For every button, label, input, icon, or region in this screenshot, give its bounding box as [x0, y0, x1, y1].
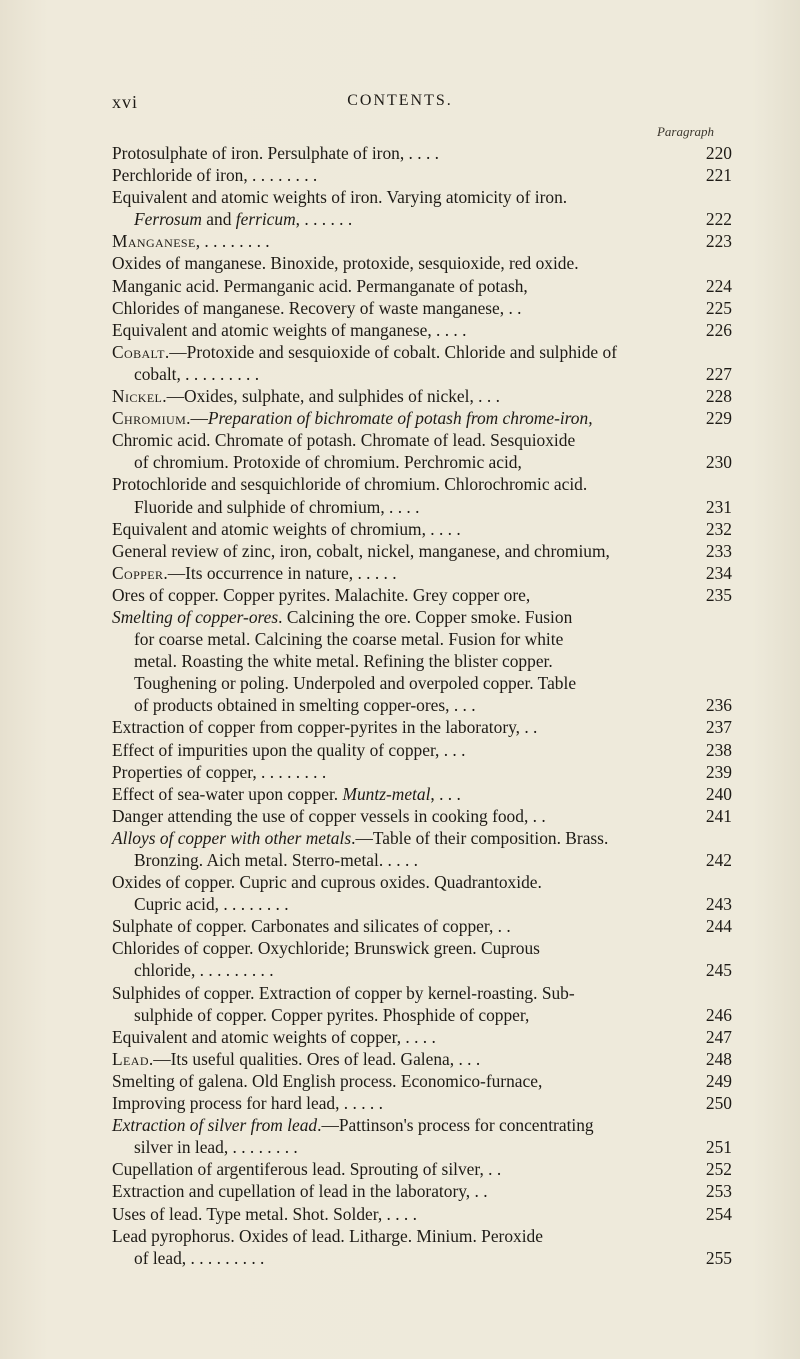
contents-entry	[112, 849, 732, 871]
entry-text	[134, 959, 274, 981]
contents-entry	[112, 1158, 732, 1180]
entry-text-part: , . . .	[430, 783, 461, 804]
entry-text	[112, 1048, 480, 1070]
entry-text-part: Chlorides of manganese. Recovery of waste manganese, . .	[112, 297, 522, 318]
entry-text	[112, 1203, 417, 1225]
contents-entry	[112, 650, 732, 672]
paragraph-number: 223	[705, 231, 732, 252]
entry-text	[134, 1004, 529, 1026]
entry-text-part: Ores of copper. Copper pyrites. Malachite. Grey copper ore,	[112, 584, 531, 605]
entry-text-part: Extraction and cupellation of lead in the laboratory, . .	[112, 1181, 488, 1202]
running-header	[0, 92, 800, 116]
entry-text	[134, 849, 418, 871]
contents-list	[112, 142, 732, 1269]
entry-text-part: Ferrosum	[134, 209, 202, 230]
entry-text	[112, 937, 540, 959]
entry-text	[112, 1092, 383, 1114]
entry-text-part: General review of zinc, iron, cobalt, nickel, manganese, and chromium,	[112, 540, 610, 561]
entry-text	[112, 584, 530, 606]
paragraph-number: 226	[705, 319, 732, 340]
entry-text-part: Nickel	[112, 386, 163, 407]
entry-text-part: Chlorides of copper. Oxychloride; Brunswick green. Cuprous	[112, 938, 540, 959]
contents-entry	[112, 982, 732, 1004]
entry-text	[134, 208, 352, 230]
entry-text	[134, 893, 289, 915]
contents-entry	[112, 1180, 732, 1202]
contents-entry	[112, 628, 732, 650]
entry-text-part: Cobalt	[112, 341, 165, 362]
paragraph-number: 245	[705, 960, 732, 981]
entry-text	[134, 672, 576, 694]
contents-entry	[112, 606, 732, 628]
contents-entry	[112, 208, 732, 230]
paragraph-number: 238	[705, 739, 732, 760]
entry-text	[112, 982, 575, 1004]
entry-text-part: Muntz-metal	[342, 783, 431, 804]
contents-entry	[112, 252, 732, 274]
entry-text	[112, 540, 610, 562]
contents-entry	[112, 1247, 732, 1269]
entry-text	[112, 252, 579, 274]
entry-text-part: .—Oxides, sulphate, and sulphides of nickel, . . .	[162, 386, 500, 407]
contents-entry	[112, 297, 732, 319]
paragraph-number: 252	[705, 1159, 732, 1180]
paragraph-number: 232	[705, 518, 732, 539]
contents-entry	[112, 451, 732, 473]
entry-text-part: Properties of copper, . . . . . . . .	[112, 761, 327, 782]
contents-entry	[112, 230, 732, 252]
paragraph-number: 222	[705, 209, 732, 230]
contents-entry	[112, 1092, 732, 1114]
contents-entry	[112, 275, 732, 297]
entry-text-part: Copper	[112, 562, 164, 583]
entry-text	[112, 297, 522, 319]
paragraph-number: 244	[705, 916, 732, 937]
entry-text	[112, 805, 546, 827]
contents-entry	[112, 1136, 732, 1158]
entry-text-part: Lead	[112, 1048, 149, 1069]
entry-text-part: and	[201, 209, 236, 230]
contents-entry	[112, 496, 732, 518]
paragraph-number: 247	[705, 1026, 732, 1047]
entry-text-part: Uses of lead. Type metal. Shot. Solder, . . . .	[112, 1203, 417, 1224]
entry-text-part: metal. Roasting the white metal. Refining the blister copper.	[134, 651, 553, 672]
entry-text-part: Protochloride and sesquichloride of chromium. Chlorochromic acid.	[112, 474, 588, 495]
contents-entry	[112, 716, 732, 738]
entry-text	[112, 783, 461, 805]
entry-text	[112, 319, 466, 341]
entry-text-part: Toughening or poling. Underpoled and overpoled copper. Table	[134, 673, 577, 694]
entry-text	[112, 1026, 436, 1048]
entry-text-part: Manganese	[112, 231, 196, 252]
contents-entry	[112, 319, 732, 341]
entry-text-part: Lead pyrophorus. Oxides of lead. Litharge. Minium. Peroxide	[112, 1225, 543, 1246]
entry-text-part: Equivalent and atomic weights of chromium, . . . .	[112, 518, 461, 539]
contents-entry	[112, 540, 732, 562]
contents-entry	[112, 1225, 732, 1247]
entry-text	[112, 473, 587, 495]
entry-text	[112, 142, 439, 164]
entry-text	[134, 451, 522, 473]
paragraph-number: 255	[705, 1247, 732, 1268]
entry-text-part: , . . . . . . . .	[195, 231, 270, 252]
entry-text-part: .—Its occurrence in nature, . . . . .	[163, 562, 397, 583]
entry-text-part: Oxides of manganese. Binoxide, protoxide, sesquioxide, red oxide.	[112, 253, 579, 274]
paragraph-number: 243	[705, 894, 732, 915]
page-title: CONTENTS.	[347, 92, 453, 109]
contents-entry	[112, 1004, 732, 1026]
entry-text-part: Cupellation of argentiferous lead. Sprouting of silver, . .	[112, 1159, 502, 1180]
entry-text-part: Effect of impurities upon the quality of copper, . . .	[112, 739, 466, 760]
entry-text-part: Smelting of copper-ores	[112, 606, 279, 627]
entry-text-part: Smelting of galena. Old English process. Economico-furnace,	[112, 1070, 543, 1091]
paragraph-number: 236	[705, 695, 732, 716]
entry-text-part: Alloys of copper with other metals	[112, 827, 352, 848]
paragraph-number: 229	[705, 408, 732, 429]
paragraph-number: 242	[705, 850, 732, 870]
paragraph-number: 253	[705, 1181, 732, 1202]
entry-text	[112, 1225, 543, 1247]
contents-entry	[112, 407, 732, 429]
entry-text-part: ferricum	[235, 209, 296, 230]
contents-entry	[112, 584, 732, 606]
contents-entry	[112, 429, 732, 451]
paragraph-number: 233	[705, 540, 732, 561]
entry-text-part: .—	[186, 408, 208, 429]
entry-text	[112, 716, 537, 738]
entry-text	[112, 1180, 488, 1202]
contents-entry	[112, 142, 732, 164]
contents-entry	[112, 805, 732, 827]
entry-text	[112, 562, 397, 584]
contents-entry	[112, 672, 732, 694]
entry-text-part: Equivalent and atomic weights of manganese, . . . .	[112, 319, 467, 340]
paragraph-column-label: Paragraph	[656, 124, 714, 139]
contents-entry	[112, 1070, 732, 1092]
contents-entry	[112, 959, 732, 981]
entry-text	[134, 1136, 298, 1158]
contents-entry	[112, 761, 732, 783]
entry-text	[112, 186, 567, 208]
entry-text	[134, 363, 259, 385]
entry-text-part: of lead, . . . . . . . . .	[134, 1247, 265, 1268]
entry-text-part: silver in lead, . . . . . . . .	[134, 1137, 298, 1158]
entry-text	[134, 694, 476, 716]
contents-entry	[112, 827, 732, 849]
paragraph-number: 227	[705, 363, 732, 384]
entry-text	[134, 496, 419, 518]
entry-text-part: Perchloride of iron, . . . . . . . .	[112, 165, 318, 186]
paragraph-number: 228	[705, 386, 732, 407]
entry-text	[112, 739, 465, 761]
contents-entry	[112, 341, 732, 363]
entry-text-part: .—Pattinson's process for concentrating	[317, 1115, 594, 1136]
entry-text-part: cobalt, . . . . . . . . .	[134, 363, 260, 384]
entry-text-part: Oxides of copper. Cupric and cuprous oxides. Quadrantoxide.	[112, 872, 542, 893]
contents-entry	[112, 893, 732, 915]
entry-text-part: . Calcining the ore. Copper smoke. Fusion	[278, 606, 573, 627]
entry-text-part: Equivalent and atomic weights of iron. Varying atomicity of iron.	[112, 187, 568, 208]
entry-text	[112, 1114, 594, 1136]
contents-entry	[112, 562, 732, 584]
paragraph-number: 225	[705, 297, 732, 318]
contents-entry	[112, 186, 732, 208]
entry-text	[112, 429, 575, 451]
entry-text-part: of chromium. Protoxide of chromium. Perchromic acid,	[134, 452, 522, 473]
paragraph-number: 224	[705, 275, 732, 296]
entry-text	[112, 827, 608, 849]
entry-text	[112, 761, 326, 783]
paragraph-number: 220	[705, 143, 732, 163]
paragraph-number: 251	[705, 1137, 732, 1158]
entry-text-part: Fluoride and sulphide of chromium, . . . .	[134, 496, 420, 517]
contents-entry	[112, 739, 732, 761]
entry-text	[134, 1247, 264, 1269]
contents-entry	[112, 473, 732, 495]
entry-text	[112, 341, 617, 363]
entry-text-part: Equivalent and atomic weights of copper, . . . .	[112, 1026, 436, 1047]
entry-text-part: Cupric acid, . . . . . . . .	[134, 894, 289, 915]
entry-text-part: for coarse metal. Calcining the coarse metal. Fusion for white	[134, 629, 564, 650]
paragraph-number: 234	[705, 562, 732, 583]
paragraph-number: 241	[705, 805, 732, 826]
contents-entry	[112, 1203, 732, 1225]
entry-text-part: .—Protoxide and sesquioxide of cobalt. Chloride and sulphide of	[164, 341, 617, 362]
entry-text	[112, 518, 461, 540]
contents-entry	[112, 937, 732, 959]
paragraph-number: 249	[705, 1070, 732, 1091]
entry-text-part: Sulphate of copper. Carbonates and silicates of copper, . .	[112, 916, 511, 937]
entry-text-part: , . . . . . .	[295, 209, 353, 230]
entry-text	[112, 230, 270, 252]
paragraph-number: 231	[705, 496, 732, 517]
paragraph-number: 246	[705, 1004, 732, 1025]
contents-entry	[112, 1048, 732, 1070]
contents-entry	[112, 783, 732, 805]
entry-text	[112, 407, 593, 429]
entry-text-part: Extraction of copper from copper-pyrites in the laboratory, . .	[112, 717, 538, 738]
entry-text-part: Manganic acid. Permanganic acid. Permanganate of potash,	[112, 275, 528, 296]
page-number: xvi	[112, 92, 139, 112]
entry-text	[134, 628, 563, 650]
entry-text-part: sulphide of copper. Copper pyrites. Phosphide of copper,	[134, 1004, 530, 1025]
entry-text-part: Effect of sea-water upon copper.	[112, 783, 343, 804]
entry-text-part: .—Table of their composition. Brass.	[351, 827, 609, 848]
contents-entry	[112, 1026, 732, 1048]
entry-text	[112, 1158, 501, 1180]
entry-text-part: Chromium	[112, 408, 187, 429]
paragraph-number: 237	[705, 717, 732, 738]
entry-text-part: Extraction of silver from lead	[112, 1115, 318, 1136]
entry-text	[112, 1070, 542, 1092]
paragraph-number: 250	[705, 1093, 732, 1114]
entry-text-part: Chromic acid. Chromate of potash. Chromate of lead. Sesquioxide	[112, 430, 576, 451]
paragraph-number: 248	[705, 1048, 732, 1069]
contents-entry	[112, 694, 732, 716]
entry-text-part: Protosulphate of iron. Persulphate of iron, . . . .	[112, 143, 439, 163]
entry-text-part: chloride, . . . . . . . . .	[134, 960, 274, 981]
entry-text	[112, 385, 500, 407]
entry-text	[112, 871, 542, 893]
entry-text	[112, 275, 528, 297]
entry-text-part: Bronzing. Aich metal. Sterro-metal. . . . .	[134, 850, 418, 870]
entry-text-part: Preparation of bichromate of potash from chrome-iron,	[207, 408, 593, 429]
contents-entry	[112, 915, 732, 937]
paragraph-number: 230	[705, 452, 732, 473]
entry-text	[112, 915, 511, 937]
contents-entry	[112, 385, 732, 407]
entry-text-part: Improving process for hard lead, . . . . .	[112, 1093, 383, 1114]
paragraph-number: 239	[705, 761, 732, 782]
paragraph-number: 240	[705, 783, 732, 804]
paragraph-number: 235	[705, 584, 732, 605]
entry-text-part: Sulphides of copper. Extraction of copper by kernel-roasting. Sub-	[112, 982, 575, 1003]
paragraph-number: 221	[705, 165, 732, 186]
contents-entry	[112, 363, 732, 385]
entry-text	[112, 164, 317, 186]
entry-text	[112, 606, 572, 628]
contents-entry	[112, 164, 732, 186]
entry-text	[134, 650, 553, 672]
entry-text-part: .—Its useful qualities. Ores of lead. Galena, . . .	[148, 1048, 481, 1069]
entry-text-part: Danger attending the use of copper vessels in cooking food, . .	[112, 805, 546, 826]
contents-entry	[112, 518, 732, 540]
entry-text-part: of products obtained in smelting copper-ores, . . .	[134, 695, 476, 716]
paragraph-number: 254	[705, 1203, 732, 1224]
contents-entry	[112, 871, 732, 893]
contents-entry	[112, 1114, 732, 1136]
